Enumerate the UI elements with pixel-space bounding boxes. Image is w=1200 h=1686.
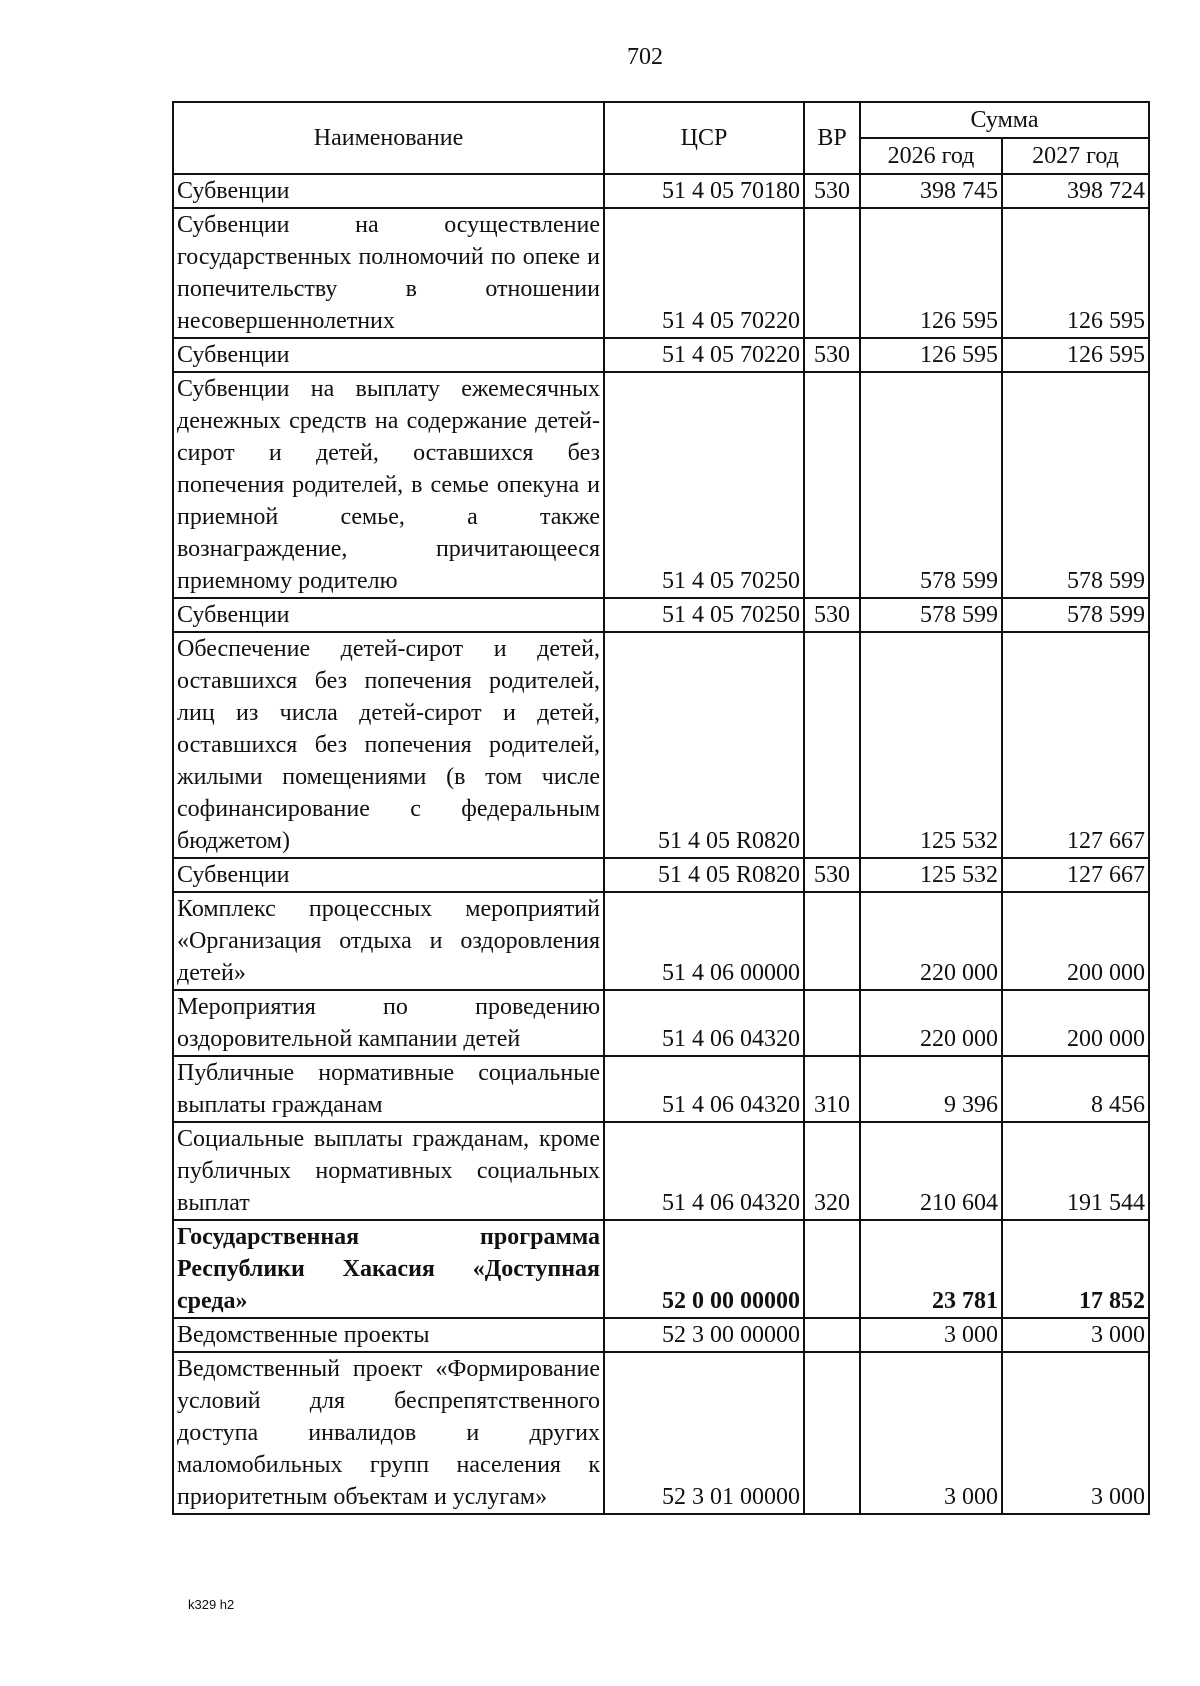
header-name: Наименование [173,102,604,174]
table-row [173,892,1149,990]
row-name: Субвенции [173,338,604,372]
row-csr: 52 3 00 00000 [604,1318,804,1352]
table-row [173,174,1149,208]
row-sum-2027: 3 000 [1002,1318,1149,1352]
row-sum-2026: 3 000 [860,1352,1002,1514]
row-sum-2027: 200 000 [1002,892,1149,990]
row-name: Публичные нормативные социальные выплаты гражданам [173,1056,604,1122]
row-sum-2026: 220 000 [860,892,1002,990]
row-csr: 51 4 05 70250 [604,598,804,632]
row-csr: 52 0 00 00000 [604,1220,804,1318]
row-name: Социальные выплаты гражданам, кроме публичных нормативных социальных выплат [173,1122,604,1220]
row-csr: 51 4 06 04320 [604,1056,804,1122]
header-year-2027: 2027 год [1002,138,1149,174]
row-sum-2027: 17 852 [1002,1220,1149,1318]
row-csr: 51 4 06 04320 [604,1122,804,1220]
row-csr: 51 4 05 70220 [604,208,804,338]
row-sum-2027: 200 000 [1002,990,1149,1056]
row-sum-2027: 126 595 [1002,208,1149,338]
row-vr: 530 [804,598,860,632]
row-sum-2027: 398 724 [1002,174,1149,208]
table-row [173,598,1149,632]
row-vr [804,1220,860,1318]
row-csr: 51 4 05 70250 [604,372,804,598]
row-sum-2026: 125 532 [860,858,1002,892]
row-name: Субвенции на осуществление государственных полномочий по опеке и попечительству в отношении несовершеннолетних [173,208,604,338]
row-sum-2026: 126 595 [860,208,1002,338]
table-row-program [173,1220,1149,1318]
row-sum-2027: 126 595 [1002,338,1149,372]
table-row [173,1318,1149,1352]
row-name: Субвенции [173,174,604,208]
table-row [173,990,1149,1056]
row-sum-2026: 125 532 [860,632,1002,858]
row-vr: 530 [804,858,860,892]
row-vr [804,1318,860,1352]
row-sum-2027: 191 544 [1002,1122,1149,1220]
row-name: Ведомственные проекты [173,1318,604,1352]
row-name: Ведомственный проект «Формирование условий для беспрепятственного доступа инвалидов и других маломобильных групп населения к приоритетным объектам и услугам» [173,1352,604,1514]
row-sum-2027: 578 599 [1002,372,1149,598]
row-vr [804,208,860,338]
row-vr: 530 [804,174,860,208]
row-name: Обеспечение детей-сирот и детей, оставшихся без попечения родителей, лиц из числа детей-сирот и детей, оставшихся без попечения родителей, жилыми помещениями (в том числе софинансирование с федеральным бюджетом) [173,632,604,858]
row-name: Комплекс процессных мероприятий «Организация отдыха и оздоровления детей» [173,892,604,990]
row-sum-2026: 9 396 [860,1056,1002,1122]
table-row [173,372,1149,598]
row-name: Государственная программа Республики Хакасия «Доступная среда» [173,1220,604,1318]
row-name: Субвенции [173,598,604,632]
row-vr [804,990,860,1056]
row-vr [804,632,860,858]
header-sum: Сумма [860,102,1149,138]
row-sum-2027: 3 000 [1002,1352,1149,1514]
row-csr: 51 4 05 R0820 [604,858,804,892]
row-csr: 51 4 06 04320 [604,990,804,1056]
row-sum-2027: 127 667 [1002,858,1149,892]
row-csr: 51 4 05 R0820 [604,632,804,858]
row-sum-2026: 578 599 [860,598,1002,632]
table-row [173,1352,1149,1514]
header-year-2026: 2026 год [860,138,1002,174]
header-csr: ЦСР [604,102,804,174]
row-sum-2027: 127 667 [1002,632,1149,858]
row-vr: 320 [804,1122,860,1220]
table-row [173,858,1149,892]
row-name: Субвенции [173,858,604,892]
row-sum-2026: 210 604 [860,1122,1002,1220]
row-sum-2027: 578 599 [1002,598,1149,632]
row-sum-2026: 220 000 [860,990,1002,1056]
row-sum-2026: 398 745 [860,174,1002,208]
row-csr: 51 4 06 00000 [604,892,804,990]
row-sum-2026: 23 781 [860,1220,1002,1318]
row-sum-2026: 578 599 [860,372,1002,598]
row-csr: 51 4 05 70220 [604,338,804,372]
row-csr: 51 4 05 70180 [604,174,804,208]
footer-code: k329 h2 [188,1597,235,1612]
table-header [173,102,1149,174]
table-row [173,208,1149,338]
budget-table [172,101,1150,1515]
row-name: Субвенции на выплату ежемесячных денежных средств на содержание детей-сирот и детей, оставшихся без попечения родителей, в семье опекуна и приемной семье, а также вознаграждение, причитающееся приемному родителю [173,372,604,598]
header-vr: ВР [804,102,860,174]
row-name: Мероприятия по проведению оздоровительной кампании детей [173,990,604,1056]
row-vr: 310 [804,1056,860,1122]
table-row [173,1122,1149,1220]
row-vr: 530 [804,338,860,372]
row-vr [804,372,860,598]
row-sum-2027: 8 456 [1002,1056,1149,1122]
row-sum-2026: 126 595 [860,338,1002,372]
row-sum-2026: 3 000 [860,1318,1002,1352]
table-row [173,338,1149,372]
table-row [173,1056,1149,1122]
row-vr [804,1352,860,1514]
page-number: 702 [627,44,663,70]
table-row [173,632,1149,858]
row-vr [804,892,860,990]
row-csr: 52 3 01 00000 [604,1352,804,1514]
